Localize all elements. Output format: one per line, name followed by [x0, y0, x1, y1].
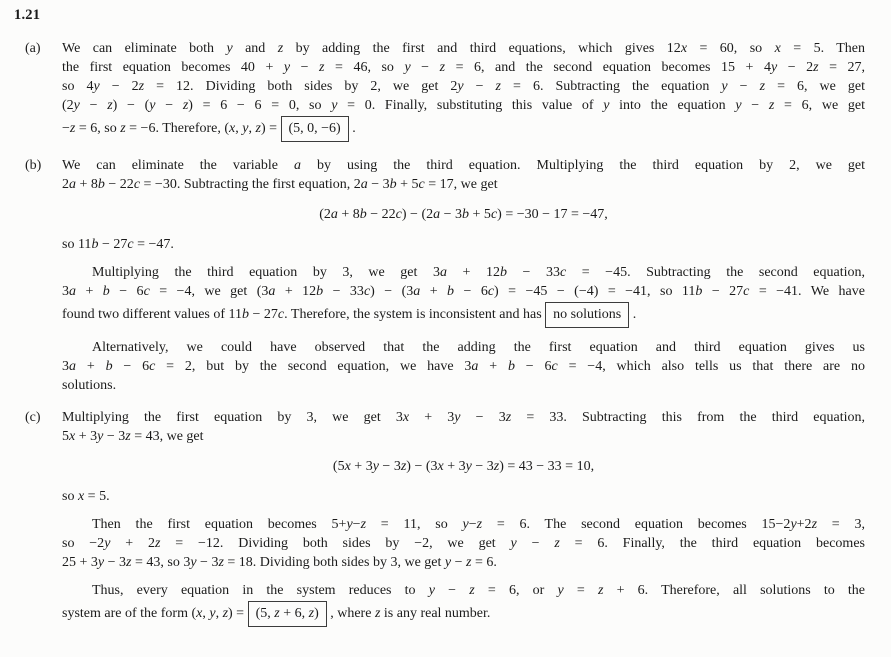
math-variable: y	[209, 606, 216, 621]
math-variable: b	[97, 177, 105, 192]
text-line: We can eliminate both y and z by adding the first and third equations, which gives 12x = 60, so x = 5. Then	[62, 41, 866, 56]
solution-sections	[14, 39, 879, 628]
math-variable: a	[69, 177, 76, 192]
text-line: 2a + 8b − 22c = −30. Subtracting the first equation, 2a − 3b + 5c = 17, we get	[62, 177, 498, 192]
math-variable: z	[505, 410, 512, 425]
paragraph	[62, 156, 865, 194]
math-variable: z	[218, 555, 224, 570]
math-variable: b	[447, 284, 455, 299]
text-line: Multiplying the third equation by 3, we get 3a + 12b − 33c = −45. Subtracting the second equation,	[92, 265, 865, 280]
text-line: so x = 5.	[62, 489, 110, 504]
math-variable: y	[346, 517, 353, 532]
math-variable: b	[462, 207, 470, 222]
math-variable: a	[413, 284, 421, 299]
display-equation: (2a + 8b − 22c) − (2a − 3b + 5c) = −30 − 17 = −47,	[319, 207, 608, 222]
text-line: (2y − z) − (y − z) = 6 − 6 = 0, so y = 0. Finally, substituting this value of y into the equation y − z = 6, we get	[62, 98, 865, 113]
text-line: found two different values of 11b − 27c. Therefore, the system is inconsistent and has no solutions .	[62, 301, 865, 329]
math-variable: y	[372, 459, 379, 474]
math-variable: y	[428, 583, 435, 598]
math-variable: c	[127, 237, 134, 252]
math-variable: y	[790, 517, 797, 532]
text-line: Thus, every equation in the system reduces to y − z = 6, or y = z + 6. Therefore, all solutions to the	[92, 583, 866, 598]
text-line: Alternatively, we could have observed that the adding the first equation and third equation gives us	[92, 340, 865, 355]
math-variable: c	[418, 177, 425, 192]
math-variable: z	[319, 60, 325, 75]
math-variable: z	[126, 555, 132, 570]
math-variable: z	[813, 60, 819, 75]
math-variable: a	[268, 284, 276, 299]
math-variable: z	[374, 606, 381, 621]
math-variable: z	[69, 121, 76, 136]
math-variable: y	[283, 60, 291, 75]
math-variable: y	[603, 98, 610, 113]
part-body	[62, 156, 865, 395]
math-variable: y	[93, 79, 100, 94]
math-variable: y	[557, 583, 564, 598]
math-variable: y	[190, 555, 197, 570]
math-variable: y	[462, 517, 469, 532]
math-variable: a	[330, 207, 338, 222]
math-variable: z	[554, 536, 560, 551]
text-line: 3a + b − 6c = −4, we get (3a + 12b − 33c) − (3a + b − 6c) = −45 − (−4) = −41, so 11b − 27c = −41. We have	[62, 284, 865, 299]
math-variable: b	[316, 284, 324, 299]
math-variable: a	[69, 284, 76, 299]
math-variable: z	[255, 121, 261, 136]
math-variable: x	[402, 410, 410, 425]
math-variable: z	[439, 60, 446, 75]
paragraph	[62, 235, 865, 254]
math-variable: y	[97, 555, 105, 570]
math-variable: z	[222, 606, 229, 621]
paragraph	[62, 263, 865, 329]
math-variable: z	[466, 555, 472, 570]
boxed-answer: (5, 0, −6)	[281, 116, 349, 142]
problem-number: 1.21	[14, 7, 41, 23]
math-variable: x	[77, 489, 85, 504]
math-variable: b	[389, 177, 397, 192]
part-label: (c)	[25, 410, 41, 425]
text-line: 5x + 3y − 3z = 43, we get	[62, 429, 204, 444]
math-variable: c	[559, 265, 567, 280]
math-variable: y	[404, 60, 411, 75]
math-variable: c	[395, 207, 402, 222]
math-variable: y	[73, 98, 80, 113]
math-variable: c	[490, 207, 498, 222]
math-variable: z	[182, 98, 189, 113]
paragraph	[62, 338, 865, 395]
math-variable: y	[104, 536, 111, 551]
math-variable: y	[510, 536, 517, 551]
solution-part-c	[14, 408, 879, 628]
paragraph	[62, 581, 865, 628]
math-variable: y	[721, 79, 728, 94]
text-line: −z = 6, so z = −6. Therefore, (x, y, z) = (5, 0, −6) .	[62, 115, 865, 143]
paragraph	[62, 408, 865, 446]
math-variable: y	[97, 429, 104, 444]
math-variable: z	[274, 606, 280, 621]
math-variable: z	[768, 98, 775, 113]
text-line: 3a + b − 6c = 2, but by the second equation, we have 3a + b − 6c = −4, which also tells us that there are no	[62, 359, 865, 374]
math-variable: z	[277, 41, 284, 56]
solution-part-a	[14, 39, 879, 143]
math-variable: z	[120, 121, 126, 136]
math-variable: b	[105, 359, 113, 374]
solution-part-b	[14, 156, 879, 395]
math-variable: b	[359, 207, 367, 222]
text-line: solutions.	[62, 378, 117, 393]
math-variable: x	[196, 606, 203, 621]
math-variable: z	[360, 517, 367, 532]
text-line: 25 + 3y − 3z = 43, so 3y − 3z = 18. Dividing both sides by 3, we get y − z = 6.	[62, 555, 497, 570]
boxed-answer: no solutions	[545, 302, 629, 328]
part-body	[62, 408, 865, 628]
math-variable: y	[454, 410, 461, 425]
part-body	[62, 39, 865, 143]
math-variable: a	[471, 359, 479, 374]
text-line: so 4y − 2z = 12. Dividing both sides by 2, we get 2y − z = 6. Subtracting the equation y − z = 6, we get	[62, 79, 865, 94]
math-variable: c	[743, 284, 750, 299]
math-variable: y	[242, 121, 249, 136]
text-line: We can eliminate the variable a by using the third equation. Multiplying the third equation by 2, we get	[62, 158, 865, 173]
math-variable: b	[507, 359, 515, 374]
math-variable: x	[344, 459, 351, 474]
math-variable: a	[360, 177, 368, 192]
math-variable: z	[469, 583, 475, 598]
math-variable: y	[457, 79, 464, 94]
paragraph	[62, 39, 865, 143]
math-variable: z	[811, 517, 818, 532]
math-variable: z	[125, 429, 131, 444]
math-variable: y	[465, 459, 472, 474]
text-line: so 11b − 27c = −47.	[62, 237, 174, 252]
paragraph	[62, 487, 865, 506]
math-variable: c	[149, 359, 156, 374]
math-variable: a	[439, 265, 447, 280]
text-line: the first equation becomes 40 + y − z = 46, so y − z = 6, and the second equation becomes 15 + 4y − 2z = 27,	[62, 60, 866, 75]
math-variable: b	[695, 284, 703, 299]
math-variable: c	[487, 284, 495, 299]
text-line: so −2y + 2z = −12. Dividing both sides by −2, we get y − z = 6. Finally, the third equation becomes	[62, 536, 865, 551]
text-line: system are of the form (x, y, z) = (5, z + 6, z) , where z is any real number.	[62, 600, 865, 628]
math-variable: c	[143, 284, 150, 299]
math-variable: x	[69, 429, 76, 444]
math-variable: x	[774, 41, 781, 56]
math-variable: z	[476, 517, 483, 532]
math-variable: b	[91, 237, 99, 252]
math-variable: z	[759, 79, 766, 94]
math-variable: z	[107, 98, 113, 113]
display-equation: (5x + 3y − 3z) − (3x + 3y − 3z) = 43 − 33 = 10,	[332, 459, 595, 474]
math-variable: a	[433, 207, 441, 222]
math-variable: c	[363, 284, 371, 299]
math-variable: z	[597, 583, 604, 598]
math-variable: z	[495, 79, 501, 94]
math-variable: c	[277, 307, 285, 322]
math-variable: a	[69, 359, 76, 374]
math-variable: z	[400, 459, 407, 474]
math-variable: x	[229, 121, 236, 136]
boxed-answer: (5, z + 6, z)	[248, 601, 327, 627]
math-variable: b	[242, 307, 250, 322]
math-variable: c	[133, 177, 141, 192]
paragraph	[62, 515, 865, 572]
math-variable: z	[493, 459, 500, 474]
math-variable: z	[138, 79, 145, 94]
math-variable: c	[551, 359, 558, 374]
math-variable: x	[437, 459, 444, 474]
math-variable: y	[149, 98, 156, 113]
math-variable: b	[499, 265, 507, 280]
part-label: (a)	[25, 41, 41, 56]
math-variable: y	[331, 98, 338, 113]
math-variable: a	[293, 158, 301, 173]
math-variable: y	[444, 555, 452, 570]
math-variable: x	[680, 41, 688, 56]
math-variable: z	[154, 536, 161, 551]
text-line: Then the first equation becomes 5+y−z = 11, so y−z = 6. The second equation becomes 15−2y+2z = 3,	[92, 517, 865, 532]
math-variable: y	[226, 41, 233, 56]
math-variable: y	[770, 60, 778, 75]
math-variable: y	[735, 98, 742, 113]
part-label: (b)	[25, 158, 42, 173]
math-variable: b	[102, 284, 110, 299]
math-variable: z	[308, 606, 315, 621]
text-line: Multiplying the first equation by 3, we get 3x + 3y − 3z = 33. Subtracting this from the third equation,	[62, 410, 865, 425]
